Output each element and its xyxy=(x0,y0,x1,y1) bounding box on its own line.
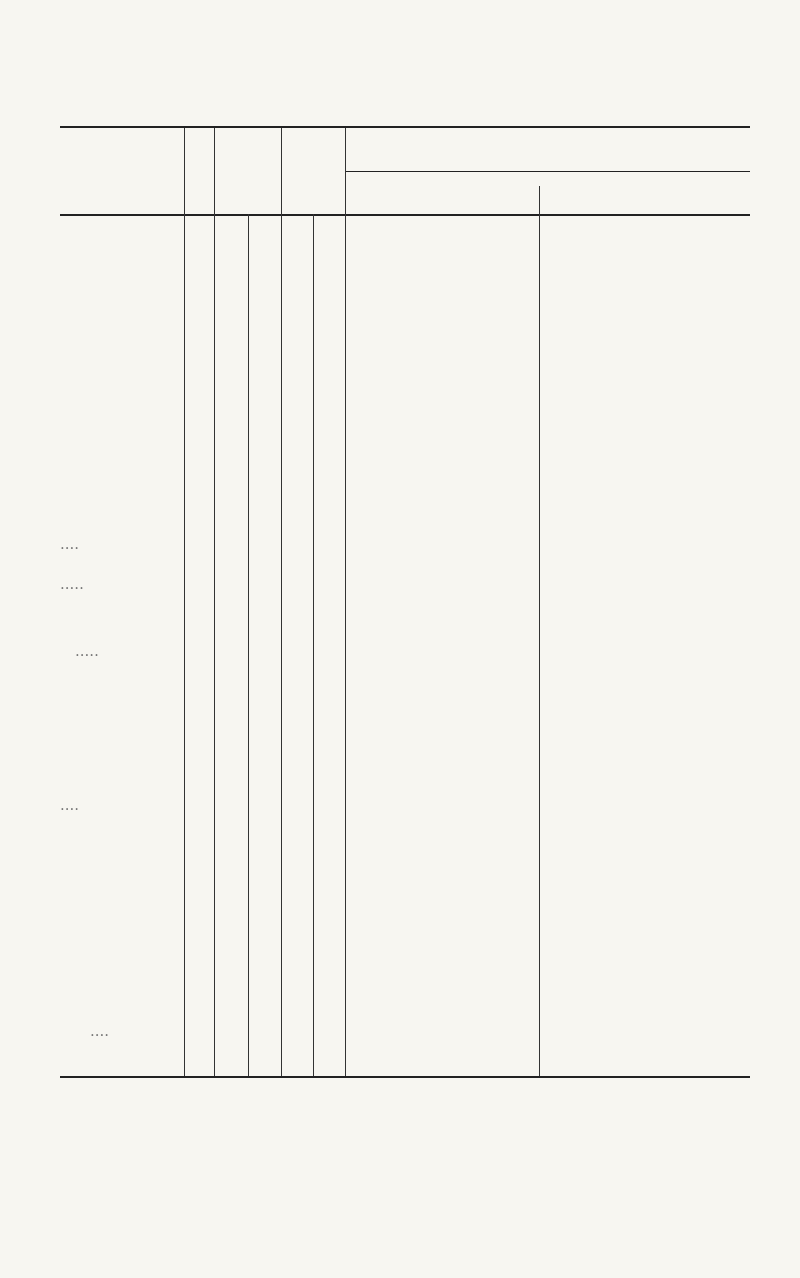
row-trigeminal-label: ..... xyxy=(75,642,99,660)
index-subheader-rule xyxy=(345,171,750,172)
row-neoplasms-label: .... xyxy=(60,796,80,814)
col-line-died-mid xyxy=(313,214,314,1076)
col-line-total-left xyxy=(184,128,185,1076)
col-line-male-female xyxy=(539,186,540,1076)
row-injury-label: ..... xyxy=(60,575,84,593)
col-line-total-right xyxy=(214,128,215,1076)
header-bottom-rule xyxy=(60,214,750,216)
col-line-dis-right xyxy=(281,128,282,1076)
col-line-died-right xyxy=(345,128,346,1076)
bottom-rule xyxy=(60,1076,750,1078)
col-line-dis-mid xyxy=(248,214,249,1076)
row-nose-malignant-label: .... xyxy=(90,1022,110,1040)
top-rule xyxy=(60,126,750,128)
row-inflammation-label: .... xyxy=(60,535,80,553)
